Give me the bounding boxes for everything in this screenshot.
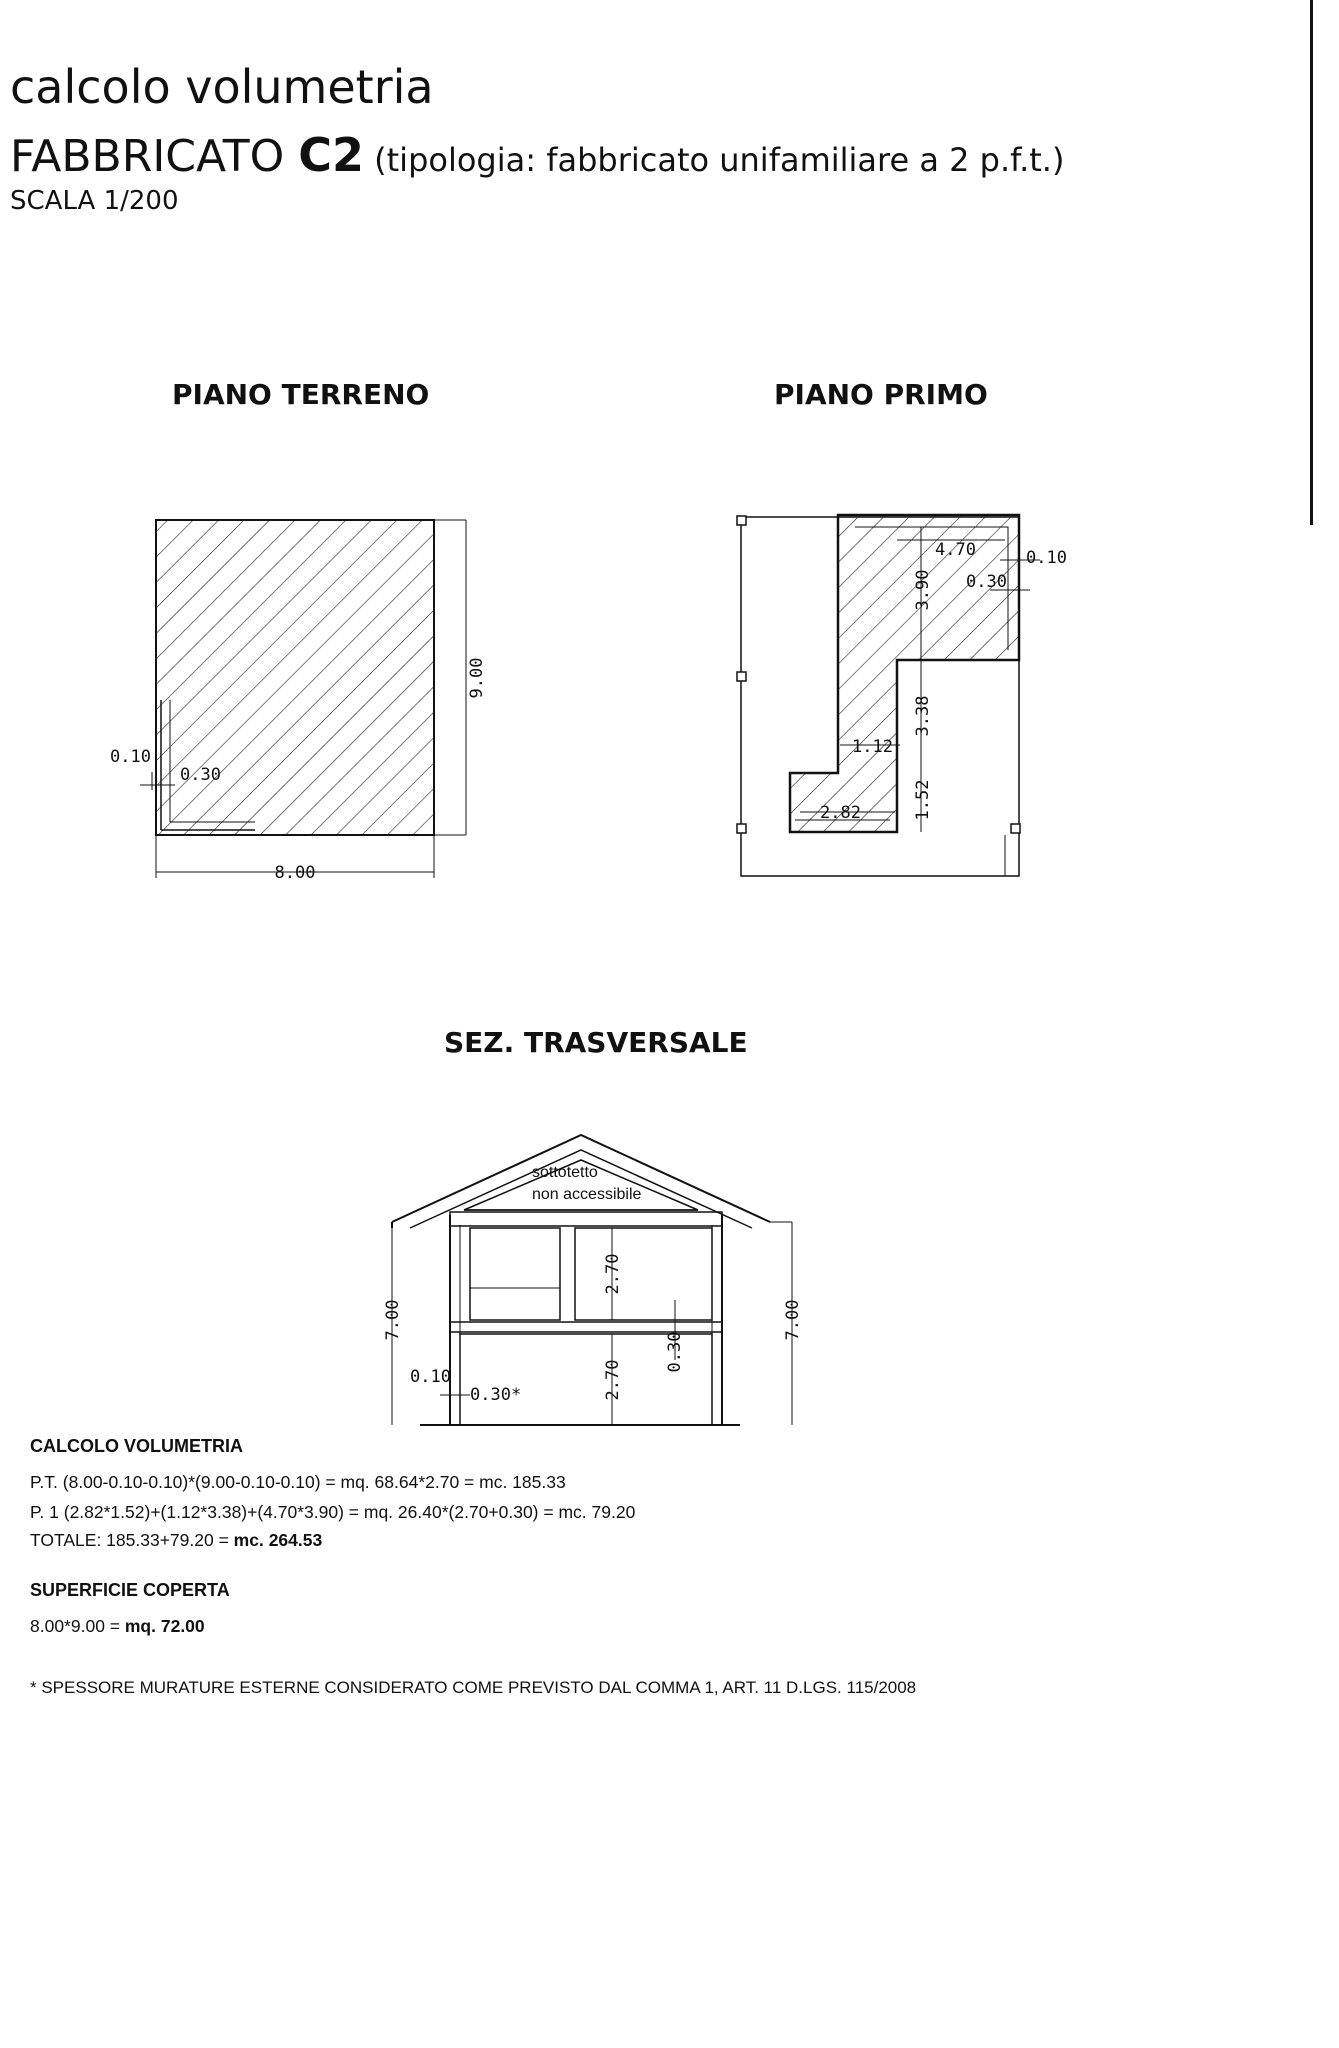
superficie-heading: SUPERFICIE COPERTA	[30, 1580, 230, 1600]
first-floor-title: PIANO PRIMO	[774, 378, 988, 411]
section-title: SEZ. TRASVERSALE	[444, 1026, 748, 1059]
upper-room-left	[470, 1228, 560, 1320]
first-floor-plan	[737, 515, 1067, 876]
first-dim-470: 4.70	[935, 540, 976, 560]
first-floor-slab	[450, 1322, 722, 1332]
footnote: * SPESSORE MURATURE ESTERNE CONSIDERATO COME PREVISTO DAL COMMA 1, ART. 11 D.LGS. 115/2008	[30, 1678, 917, 1697]
calcolo-p1: P. 1 (2.82*1.52)+(1.12*3.38)+(4.70*3.90) = mq. 26.40*(2.70+0.30) = mc. 79.20	[30, 1502, 636, 1522]
first-dim-010: 0.10	[1026, 548, 1067, 568]
ground-height-label: 9.00	[467, 657, 487, 699]
section-wall-inner: 0.30*	[470, 1385, 522, 1405]
section-right-height: 7.00	[783, 1299, 803, 1341]
section-upper-height: 2.70	[603, 1253, 623, 1295]
first-dim-112: 1.12	[852, 737, 893, 757]
building-label: FABBRICATO	[10, 131, 299, 182]
ground-wall-outer-label: 0.10	[110, 747, 151, 767]
scale-label: SCALA 1/200	[10, 186, 179, 216]
first-dim-390: 3.90	[913, 569, 933, 611]
building-type: (tipologia: fabbricato unifamiliare a 2 p.f.t.)	[363, 141, 1065, 179]
attic-label-line2: non accessibile	[532, 1186, 642, 1203]
attic-label-line1: sottotetto	[532, 1164, 598, 1181]
calcolo-heading: CALCOLO VOLUMETRIA	[30, 1436, 243, 1456]
first-floor-footprint	[790, 515, 1019, 832]
superficie-line	[30, 1616, 205, 1637]
ground-floor-title: PIANO TERRENO	[172, 378, 430, 411]
upper-room-right	[575, 1228, 712, 1320]
ground-wall-inner-label: 0.30	[180, 765, 221, 785]
superficie-value: mq. 72.00	[124, 1616, 205, 1636]
first-dim-338: 3.38	[913, 695, 933, 737]
first-dim-030: 0.30	[966, 572, 1007, 592]
ground-width-label: 8.00	[274, 863, 316, 883]
calcolo-pt: P.T. (8.00-0.10-0.10)*(9.00-0.10-0.10) = mq. 68.64*2.70 = mc. 185.33	[30, 1472, 566, 1492]
section-lower-height: 2.70	[603, 1359, 623, 1401]
calcolo-totale-value: mc. 264.53	[233, 1530, 323, 1550]
corner-marker	[737, 824, 746, 833]
building-code: C2	[298, 128, 364, 182]
ground-floor-plan	[110, 520, 487, 883]
calcolo-totale	[30, 1530, 322, 1551]
ground-floor-footprint	[156, 520, 434, 835]
section-slab-label: 0.30	[665, 1331, 685, 1373]
attic-slab	[450, 1212, 722, 1226]
document-title: calcolo volumetria	[10, 60, 434, 114]
corner-marker	[1011, 824, 1020, 833]
first-dim-152: 1.52	[913, 779, 933, 821]
section-left-height: 7.00	[383, 1299, 403, 1341]
corner-marker	[737, 672, 746, 681]
calcolo-totale-expr: TOTALE: 185.33+79.20 =	[30, 1530, 234, 1550]
first-dim-282: 2.82	[820, 803, 861, 823]
corner-marker	[737, 516, 746, 525]
superficie-expr: 8.00*9.00 =	[30, 1616, 125, 1636]
section-wall-outer: 0.10	[410, 1367, 451, 1387]
